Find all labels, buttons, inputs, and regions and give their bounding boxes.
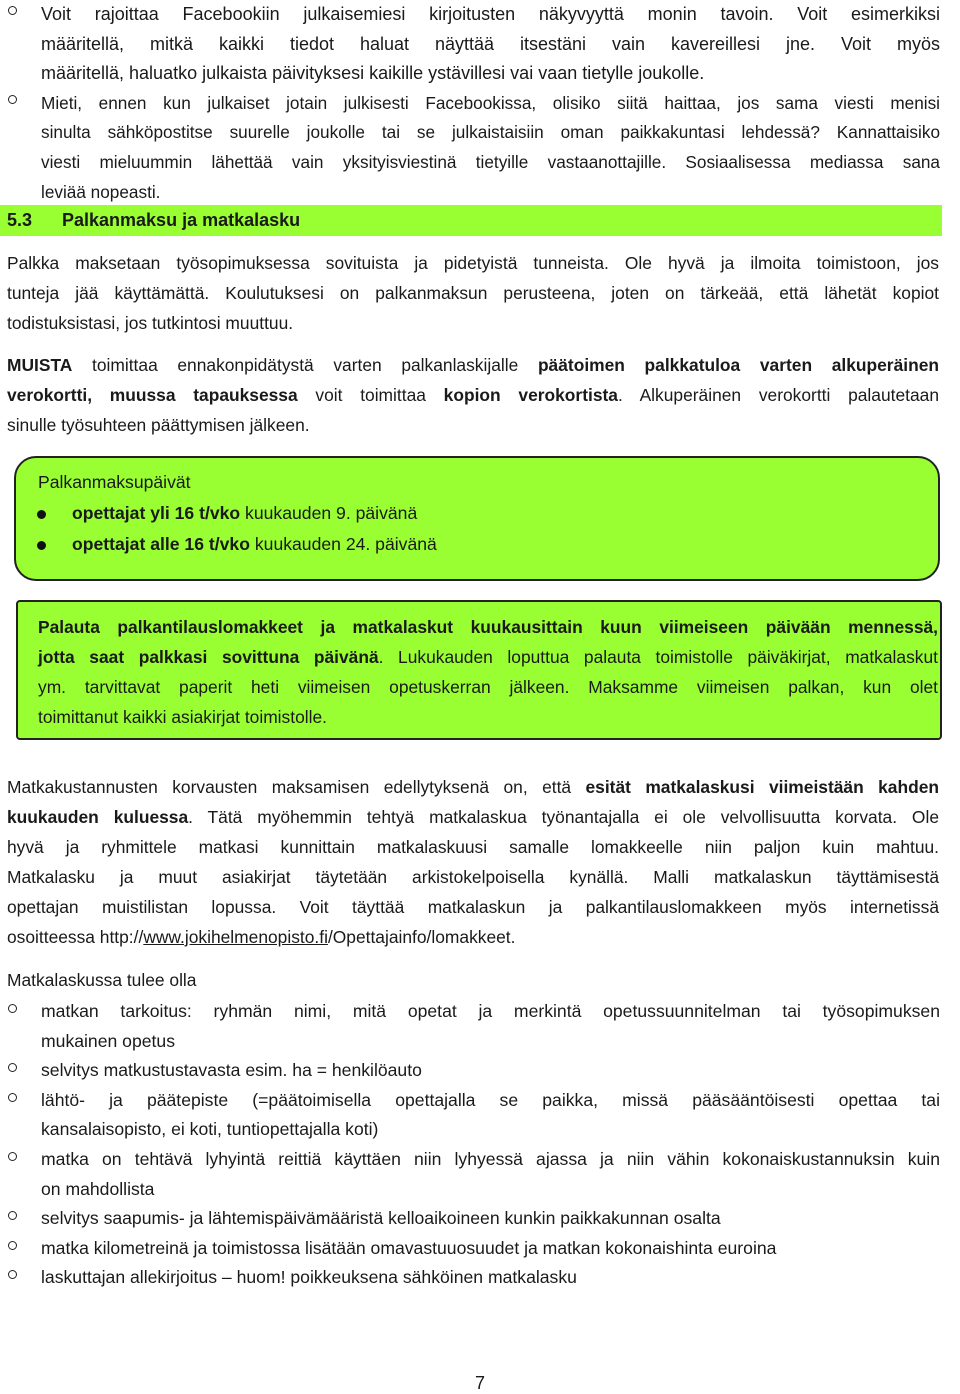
salary-paragraph	[7, 248, 939, 338]
list-item	[0, 1056, 940, 1086]
text-line	[38, 642, 938, 672]
emphasis: opettajat yli 16 t/vko	[72, 503, 241, 523]
list-item	[0, 1204, 940, 1234]
text-span: . Lukukauden loputtua palauta toimistolle päiväkirjat, matkalaskut	[378, 647, 938, 667]
section-title: Palkanmaksu ja matkalasku	[62, 210, 301, 230]
bullet-dot-icon	[37, 541, 46, 550]
pay-date-item	[72, 534, 437, 555]
pay-dates-heading: Palkanmaksupäivät	[38, 472, 191, 492]
text-line: määritellä, haluatko julkaista päivityksesi kaikille ystävillesi vai vaan tietylle joukolle.	[41, 63, 705, 84]
website-link[interactable]: www.jokihelmenopisto.fi	[143, 927, 328, 947]
text-line: kansalaisopisto, ei koti, tuntiopettajalla koti)	[41, 1119, 379, 1140]
text-line: laskuttajan allekirjoitus – huom! poikkeuksena sähköinen matkalasku	[41, 1267, 577, 1288]
text-line: sinulle työsuhteen päättymisen jälkeen.	[7, 415, 310, 435]
text-line: määritellä, mitkä kaikki tiedot haluat näyttää itsestäni vain kavereillesi jne. Voit myös	[41, 33, 940, 54]
list-item	[0, 1263, 940, 1293]
page-number: 7	[474, 1373, 485, 1393]
text-line	[7, 922, 939, 952]
list-item	[0, 1145, 940, 1204]
circle-bullet-icon	[8, 6, 17, 15]
emphasis: esität matkalaskusi viimeistään kahden	[585, 777, 939, 797]
travel-expense-paragraph	[7, 772, 939, 952]
text-line: selvitys saapumis- ja lähtemispäivämääristä kelloaikoineen kunkin paikkakunnan osalta	[41, 1208, 721, 1229]
list-item	[0, 1234, 940, 1264]
text-line: matkan tarkoitus: ryhmän nimi, mitä opetat ja merkintä opetussuunnitelman tai työsopimuksen	[41, 1001, 940, 1021]
text-line: Matkalasku ja muut asiakirjat täytetään arkistokelpoisella kynällä. Malli matkalaskun täyttämisestä	[7, 867, 939, 887]
text-line: selvitys matkustustavasta esim. ha = henkilöauto	[41, 1060, 422, 1081]
facebook-bullet-list	[0, 0, 960, 207]
circle-bullet-icon	[8, 1270, 17, 1279]
text-line: Palkka maksetaan työsopimuksessa sovituista ja pidetyistä tunneista. Ole hyvä ja ilmoita toimistoon, jos	[7, 253, 939, 273]
tax-card-paragraph	[7, 350, 939, 440]
text-line: Mieti, ennen kun julkaiset jotain julkisesti Facebookissa, olisiko siitä haittaa, jos sama viesti menisi	[41, 92, 940, 113]
circle-bullet-icon	[8, 1063, 17, 1072]
text-line: Voit rajoittaa Facebookiin julkaisemiesi kirjoitusten näkyvyyttä monin tavoin. Voit esimerkiksi	[41, 4, 940, 24]
text-span: . Tätä myöhemmin tehtyä matkalaskua työnantajalla ei ole velvollisuutta korvata. Ole	[188, 807, 939, 827]
text-span: Matkakustannusten korvausten maksamisen edellytyksenä on, että	[7, 777, 586, 797]
text-line: matka kilometreinä ja toimistossa lisätään omavastuuosuudet ja matkan kokonaishinta euroina	[41, 1237, 777, 1258]
emphasis: jotta saat palkkasi sovittuna päivänä	[38, 647, 379, 667]
list-item	[0, 89, 940, 207]
text-span: . Alkuperäinen verokortti palautetaan	[617, 385, 939, 405]
text-span: voit toimittaa	[297, 385, 444, 405]
list-item	[0, 997, 940, 1056]
circle-bullet-icon	[8, 1093, 17, 1102]
pay-dates-box	[14, 456, 940, 581]
text-line: leviää nopeasti.	[41, 181, 161, 202]
circle-bullet-icon	[8, 1152, 17, 1161]
emphasis: päätoimen palkkatuloa varten alkuperäinen	[537, 355, 939, 375]
return-instructions-box	[16, 600, 942, 740]
emphasis: opettajat alle 16 t/vko	[72, 534, 250, 554]
text-line	[7, 350, 939, 380]
emphasis: kuukauden kuluessa	[7, 807, 189, 827]
text-line: on mahdollista	[41, 1178, 155, 1199]
text-line	[7, 802, 939, 832]
section-heading	[0, 205, 942, 236]
text-line: viesti mieluummin lähettää vain yksityisviestinä tietyille vastaanottajille. Sosiaalisessa mediassa sana	[41, 151, 940, 172]
circle-bullet-icon	[8, 1241, 17, 1250]
text-span: kuukauden 9. päivänä	[240, 503, 418, 523]
text-line: hyvä ja ryhmittele matkasi kunnittain matkalaskuusi samalle lomakkeelle niin paljon kuin mahtuu.	[7, 837, 939, 857]
text-line: mukainen opetus	[41, 1030, 175, 1051]
travel-list-intro	[7, 965, 939, 995]
text-span: osoitteessa http://	[7, 927, 144, 947]
pay-date-item	[72, 503, 417, 524]
text-span: toimittaa ennakonpidätystä varten palkanlaskijalle	[72, 355, 538, 375]
text-span: kuukauden 24. päivänä	[249, 534, 437, 554]
circle-bullet-icon	[8, 1004, 17, 1013]
text-line: toimittanut kaikki asiakirjat toimistolle.	[38, 707, 327, 727]
circle-bullet-icon	[8, 95, 17, 104]
circle-bullet-icon	[8, 1211, 17, 1220]
emphasis: MUISTA	[7, 355, 73, 375]
text-line: tunteja jää käyttämättä. Koulutuksesi on palkanmaksun perusteena, joten on tärkeää, että lähetät kopiot	[7, 283, 939, 303]
list-item	[0, 1086, 940, 1145]
section-number: 5.3	[7, 210, 33, 230]
travel-requirements-list	[0, 997, 960, 1293]
text-line	[38, 612, 938, 642]
emphasis: Palauta palkantilauslomakkeet ja matkalaskut kuukausittain kuun viimeiseen päivään mennessä,	[38, 617, 938, 637]
bullet-dot-icon	[37, 510, 46, 519]
text-line	[7, 380, 939, 410]
emphasis: kopion verokortista	[443, 385, 618, 405]
list-item	[0, 0, 940, 89]
text-line: opettajan muistilistan lopussa. Voit täyttää matkalaskun ja palkantilauslomakkeen myös internetissä	[7, 897, 939, 917]
text-line: ym. tarvittavat paperit heti viimeisen opetuskerran jälkeen. Maksamme viimeisen palkan, kun olet	[38, 677, 938, 697]
text-line	[7, 772, 939, 802]
text-span: /Opettajainfo/lomakkeet.	[327, 927, 516, 947]
text-line: matka on tehtävä lyhyintä reittiä käyttäen niin lyhyessä ajassa ja niin vähin kokonaiskustannuksin kuin	[41, 1148, 940, 1169]
emphasis: verokortti, muussa tapauksessa	[7, 385, 298, 405]
text-line: lähtö- ja päätepiste (=päätoimisella opettajalla se paikka, missä pääsääntöisesti opettaa tai	[41, 1089, 940, 1110]
text-line: sinulta sähköpostitse suurelle joukolle tai se julkaistaisiin oman paikkakuntasi lehdessä? Kannattaisiko	[41, 122, 940, 143]
text-line: Matkalaskussa tulee olla	[7, 970, 197, 990]
text-line: todistuksistasi, jos tutkintosi muuttuu.	[7, 313, 294, 333]
